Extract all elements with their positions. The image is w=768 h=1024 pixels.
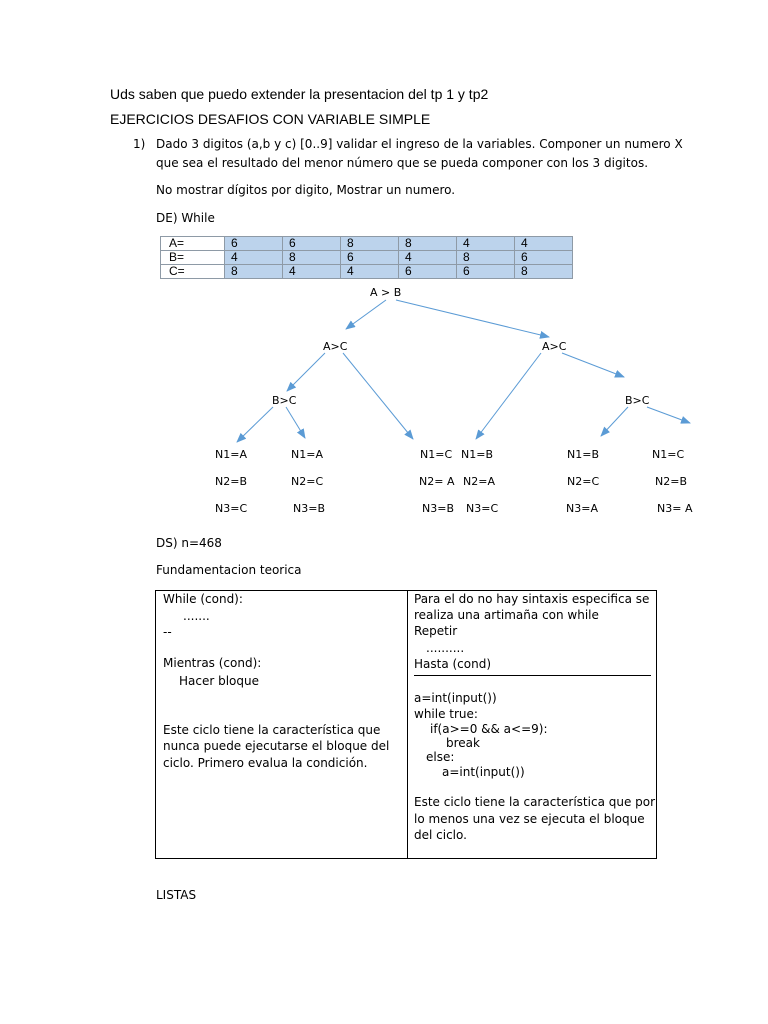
tree-node-right: A>C [542,340,567,353]
left-line-2: ....... [183,609,210,623]
table-cell: 6 [399,265,457,279]
section-title: EJERCICIOS DESAFIOS CON VARIABLE SIMPLE [110,111,431,127]
leaf-n1: N1=A [215,448,247,461]
code-line-5: else: [426,750,455,764]
tree-node-left-sub: B>C [272,394,297,407]
table-cell: 8 [225,265,283,279]
code-line-4: break [446,736,480,750]
tree-arrow [343,353,413,439]
leaf-n2: N2=B [215,475,247,488]
listas-heading: LISTAS [156,888,197,902]
left-line-7: nunca puede ejecutarse el bloque del [163,739,390,753]
table-cell: 4 [283,265,341,279]
table-cell: 4 [225,251,283,265]
left-line-4: Mientras (cond): [163,656,262,670]
right-line-2: realiza una artimaña con while [414,608,599,622]
table-cell: 4 [341,265,399,279]
table-cell: 4 [399,251,457,265]
tree-arrow [562,353,624,377]
code-line-6: a=int(input()) [442,765,525,779]
fundamentacion-heading: Fundamentacion teorica [156,563,302,577]
table-cell: 8 [283,251,341,265]
leaf-n2: N2=C [567,475,600,488]
leaf-n3: N3= A [657,502,693,515]
code-line-2: while true: [414,707,478,721]
table-cell: 6 [283,237,341,251]
tree-arrow [237,407,273,442]
table-cell: 4 [515,237,573,251]
right-rule [414,675,651,676]
tree-arrow [286,407,305,438]
exercise-line-1: Dado 3 digitos (a,b y c) [0..9] validar el ingreso de la variables. Componer un numero X [156,137,683,151]
leaf-n2: N2= A [419,475,455,488]
left-line-5: Hacer bloque [179,674,260,688]
column-divider [407,591,408,858]
table-cell: 8 [341,237,399,251]
right-line-7: lo menos una vez se ejecuta el bloque [414,812,645,826]
tree-node-left: A>C [323,340,348,353]
tree-arrow [476,353,541,439]
tree-arrow [346,300,386,329]
right-line-6: Este ciclo tiene la característica que por [414,795,656,809]
right-line-1: Para el do no hay sintaxis especifica se [414,592,650,606]
leaf-n3: N3=C [466,502,499,515]
theory-box [155,590,657,859]
leaf-n1: N1=B [461,448,493,461]
table-cell: 8 [457,251,515,265]
leaf-n2: N2=B [655,475,687,488]
left-line-6: Este ciclo tiene la característica que [163,723,381,737]
row-label: B= [161,251,225,265]
right-line-5: Hasta (cond) [414,657,492,671]
leaf-n3: N3=A [566,502,598,515]
right-line-8: del ciclo. [414,828,467,842]
table-cell: 6 [225,237,283,251]
leaf-n1: N1=C [652,448,685,461]
left-line-3: -- [163,625,172,639]
row-label: A= [161,237,225,251]
tree-arrow [287,353,325,391]
ds-label: DS) n=468 [156,536,222,550]
leaf-n3: N3=B [422,502,454,515]
table-cell: 8 [515,265,573,279]
leaf-n1: N1=C [420,448,453,461]
left-line-8: ciclo. Primero evalua la condición. [163,756,368,770]
table-cell: 6 [515,251,573,265]
leaf-n2: N2=C [291,475,324,488]
leaf-n3: N3=C [215,502,248,515]
exercise-line-2: que sea el resultado del menor número que se pueda componer con los 3 digitos. [156,156,649,170]
exercise-number: 1) [133,137,146,151]
tree-root: A > B [370,286,402,299]
intro-line: Uds saben que puedo extender la presentacion del tp 1 y tp2 [110,86,489,102]
tree-arrow [601,407,628,436]
exercise-note: No mostrar dígitos por digito, Mostrar un numero. [156,183,456,197]
de-label: DE) While [156,211,215,225]
tree-node-right-sub: B>C [625,394,650,407]
table-cell: 8 [399,237,457,251]
code-line-3: if(a>=0 && a<=9): [430,722,548,736]
right-line-4: .......... [426,641,465,655]
leaf-n1: N1=B [567,448,599,461]
tree-arrow [647,407,690,423]
code-line-1: a=int(input()) [414,691,497,705]
leaf-n2: N2=A [463,475,495,488]
row-label: C= [161,265,225,279]
table-cell: 4 [457,237,515,251]
table-cell: 6 [341,251,399,265]
table-cell: 6 [457,265,515,279]
leaf-n1: N1=A [291,448,323,461]
tree-arrow [396,300,549,337]
left-line-1: While (cond): [163,592,243,606]
right-line-3: Repetir [414,624,458,638]
leaf-n3: N3=B [293,502,325,515]
